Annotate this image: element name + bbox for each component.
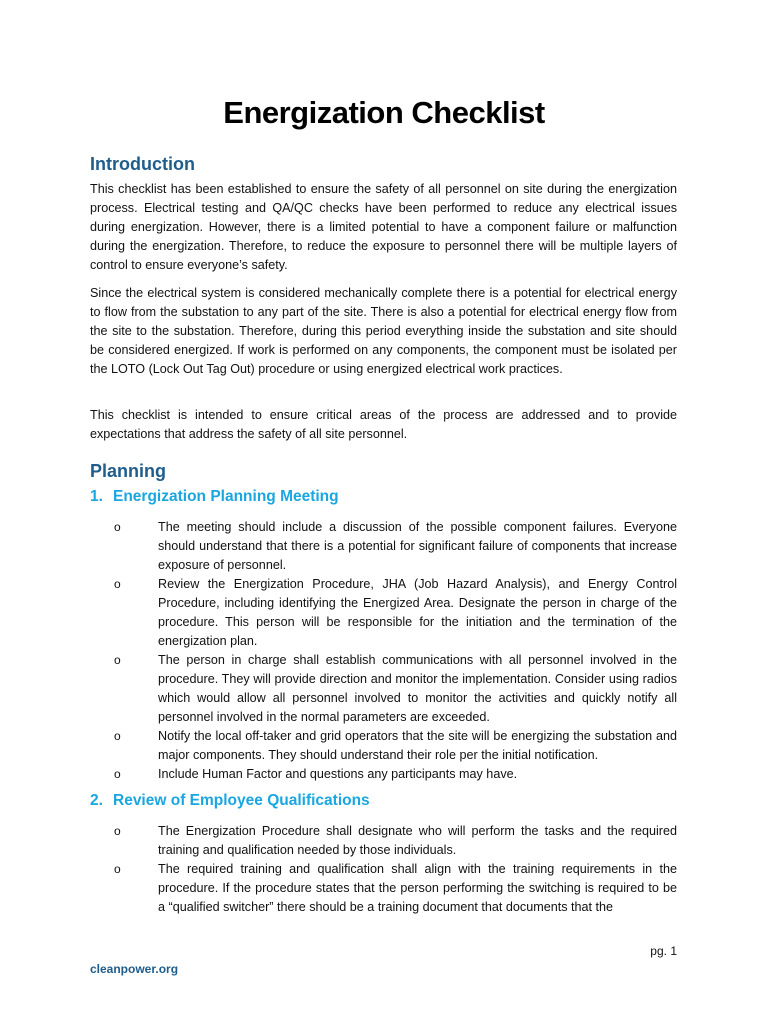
list-item-text: Notify the local off-taker and grid operators that the site will be energizing the substation and major components. They should understand their role per the initial notification. — [158, 729, 677, 762]
bullet-icon: o — [114, 824, 121, 838]
list-item-text: The Energization Procedure shall designate who will perform the tasks and the required training and qualification needed by those individuals. — [158, 824, 677, 857]
list-item-text: The required training and qualification shall align with the training requirements in the procedure. If the procedure states that the person performing the switching is required to be a “qualified switcher” there should be a training document that documents that the — [158, 862, 677, 914]
bullet-icon: o — [114, 653, 121, 667]
list-item-text: The person in charge shall establish communications with all personnel involved in the procedure. They will provide direction and monitor the implementation. Consider using radios which would allow all personnel involved to monitor the activities and quickly notify all personnel involved in the normal parameters are exceeded. — [158, 653, 677, 724]
bullet-icon: o — [114, 862, 121, 876]
list-item — [90, 575, 677, 651]
bullet-icon: o — [114, 577, 121, 591]
intro-paragraph-1: This checklist has been established to ensure the safety of all personnel on site during the energization process. Electrical testing and QA/QC checks have been performed to reduce any electrical issues during energization. However, there is a limited potential to have a component failure or malfunction during the energization. Therefore, to reduce the exposure to personnel there will be multiple layers of control to ensure everyone’s safety. — [90, 182, 677, 272]
intro-paragraph-3: This checklist is intended to ensure critical areas of the process are addressed and to provide expectations that address the safety of all site personnel. — [90, 408, 677, 441]
page-number: pg. 1 — [650, 944, 677, 958]
section-1-list — [90, 518, 677, 784]
list-item — [90, 822, 677, 860]
introduction-heading: Introduction — [90, 154, 195, 174]
list-item — [90, 518, 677, 575]
list-item — [90, 727, 677, 765]
section-2-number: 2. — [90, 792, 103, 809]
bullet-icon: o — [114, 729, 121, 743]
list-item — [90, 651, 677, 727]
intro-paragraph-2: Since the electrical system is considered mechanically complete there is a potential for electrical energy to flow from the substation to any part of the site. There is also a potential for electrical energy flow from the site to the substation. Therefore, during this period everything inside the substation and site should be considered energized. If work is performed on any components, the component must be isolated per the LOTO (Lock Out Tag Out) procedure or using energized electrical work practices. — [90, 286, 677, 376]
section-1-heading — [90, 488, 339, 506]
section-1-number: 1. — [90, 488, 103, 505]
bullet-icon: o — [114, 767, 121, 781]
list-item-text: Review the Energization Procedure, JHA (Job Hazard Analysis), and Energy Control Procedure, including identifying the Energized Area. Designate the person in charge of the procedure. This person will be responsible for the initiation and the termination of the energization plan. — [158, 577, 677, 648]
section-2-title: Review of Employee Qualifications — [113, 792, 370, 809]
document-title: Energization Checklist — [223, 95, 545, 130]
section-1-title: Energization Planning Meeting — [113, 488, 339, 505]
list-item — [90, 765, 677, 784]
list-item-text: The meeting should include a discussion of the possible component failures. Everyone should understand that there is a potential for significant failure of components that increase exposure of personnel. — [158, 520, 677, 572]
planning-heading: Planning — [90, 461, 166, 481]
bullet-icon: o — [114, 520, 121, 534]
section-2-heading — [90, 792, 370, 810]
section-2-list — [90, 822, 677, 917]
list-item — [90, 860, 677, 917]
list-item-text: Include Human Factor and questions any participants may have. — [158, 767, 518, 781]
footer-website: cleanpower.org — [90, 962, 179, 976]
